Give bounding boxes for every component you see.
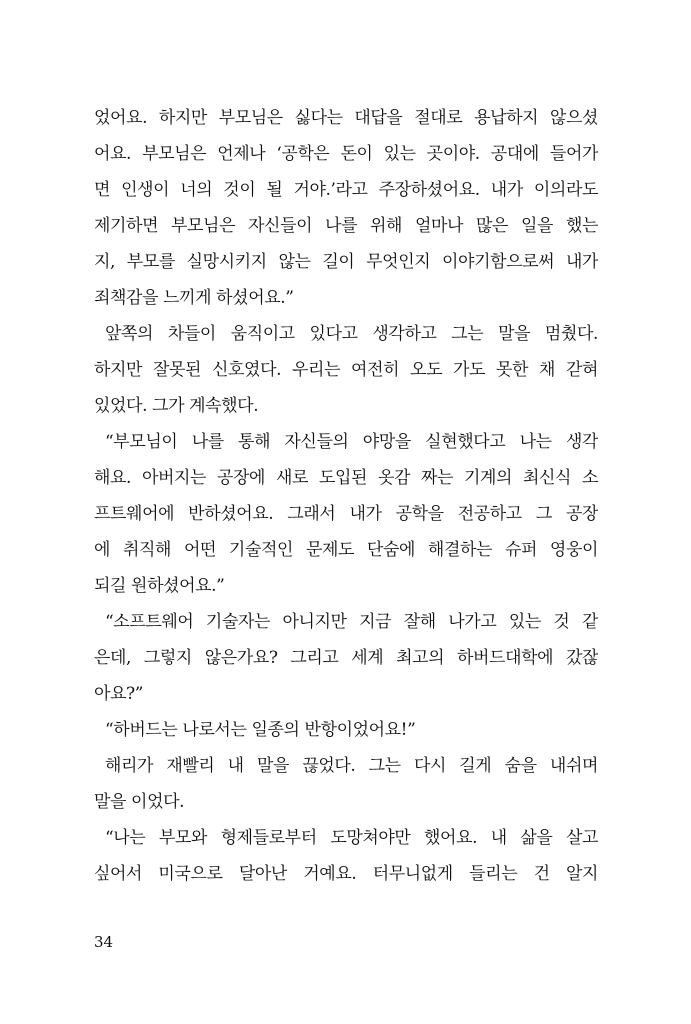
text-line: 지, 부모를 실망시키지 않는 길이 무엇인지 이야기함으로써 내가 bbox=[94, 252, 598, 272]
text-line: 아요?” bbox=[94, 684, 144, 704]
text-line: “나는 부모와 형제들로부터 도망쳐야만 했어요. 내 삶을 살고 bbox=[105, 828, 598, 848]
text-line: 말을 이었다. bbox=[94, 792, 185, 812]
text-line: 앞쪽의 차들이 움직이고 있다고 생각하고 그는 말을 멈췄다. bbox=[105, 324, 598, 344]
text-line: 싶어서 미국으로 달아난 거예요. 터무니없게 들리는 건 알지 bbox=[94, 864, 598, 884]
page-number: 34 bbox=[94, 933, 114, 951]
text-line: 프트웨어에 반하셨어요. 그래서 내가 공학을 전공하고 그 공장 bbox=[94, 504, 598, 524]
text-line: 죄책감을 느끼게 하셨어요.” bbox=[94, 288, 294, 308]
text-line: 하지만 잘못된 신호였다. 우리는 여전히 오도 가도 못한 채 갇혀 bbox=[94, 360, 598, 380]
text-line: 해리가 재빨리 내 말을 끊었다. 그는 다시 길게 숨을 내쉬며 bbox=[105, 756, 598, 776]
text-line: 어요. 부모님은 언제나 ‘공학은 돈이 있는 곳이야. 공대에 들어가 bbox=[94, 144, 598, 164]
text-line: “하버드는 나로서는 일종의 반항이었어요!” bbox=[105, 720, 416, 740]
text-line: “소프트웨어 기술자는 아니지만 지금 잘해 나가고 있는 것 같 bbox=[105, 612, 598, 632]
text-line: 은데, 그렇지 않은가요? 그리고 세계 최고의 하버드대학에 갔잖 bbox=[94, 648, 598, 668]
text-line: 면 인생이 너의 것이 될 거야.’라고 주장하셨어요. 내가 이의라도 bbox=[94, 180, 598, 200]
text-line: 에 취직해 어떤 기술적인 문제도 단숨에 해결하는 슈퍼 영웅이 bbox=[94, 540, 598, 560]
text-line: 있었다. 그가 계속했다. bbox=[94, 396, 259, 416]
text-line: 해요. 아버지는 공장에 새로 도입된 옷감 짜는 기계의 최신식 소 bbox=[94, 468, 598, 488]
text-line: 제기하면 부모님은 자신들이 나를 위해 얼마나 많은 일을 했는 bbox=[94, 216, 598, 236]
text-line: 되길 원하셨어요.” bbox=[94, 576, 225, 596]
text-line: “부모님이 나를 통해 자신들의 야망을 실현했다고 나는 생각 bbox=[105, 432, 598, 452]
body-text bbox=[94, 100, 598, 892]
text-line: 었어요. 하지만 부모님은 싫다는 대답을 절대로 용납하지 않으셨 bbox=[94, 108, 598, 128]
